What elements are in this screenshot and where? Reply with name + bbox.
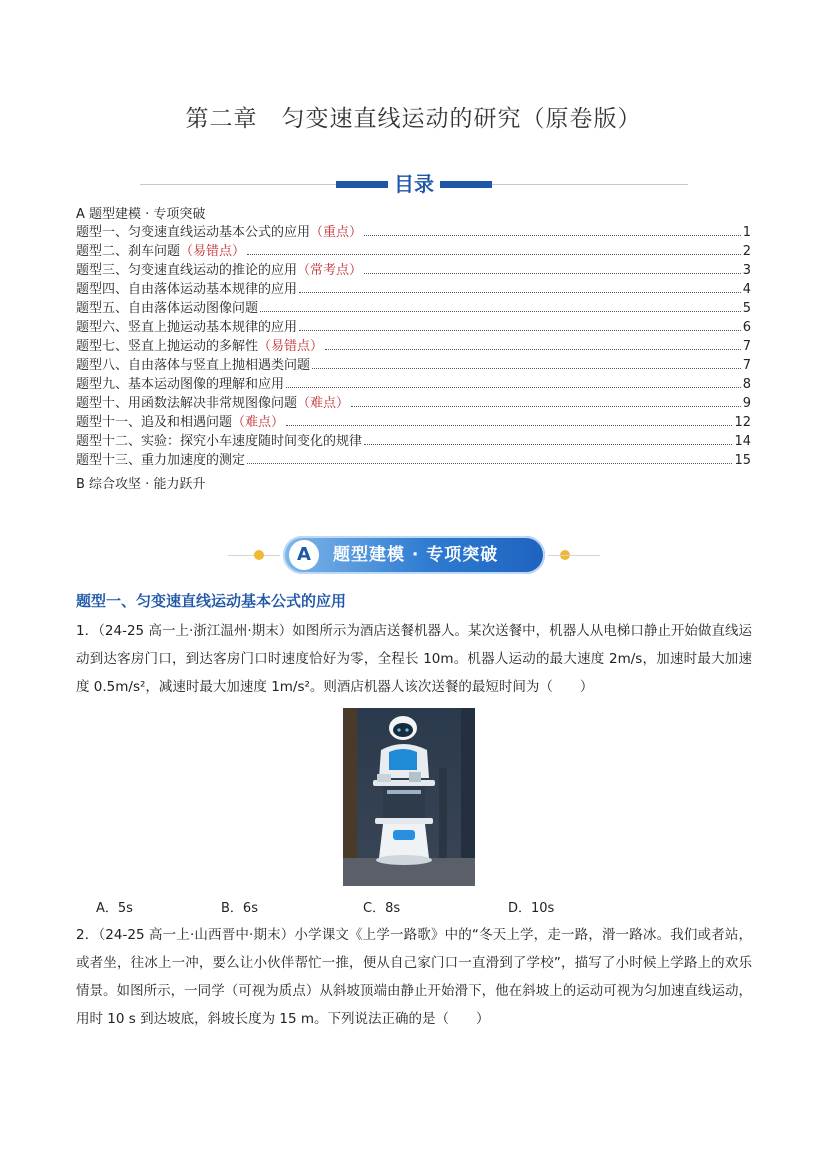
toc-dot-leader bbox=[364, 444, 732, 445]
toc-heading: 目录 bbox=[394, 172, 434, 196]
toc-item-tag: （重点） bbox=[310, 225, 363, 240]
toc-item-tag: （易错点） bbox=[258, 339, 324, 354]
toc-item-page: 12 bbox=[734, 415, 751, 430]
toc-item[interactable] bbox=[76, 335, 751, 354]
option-d[interactable]: D．10s bbox=[508, 901, 555, 916]
toc-item-title: 题型二、刹车问题 bbox=[76, 244, 181, 259]
toc-item[interactable] bbox=[76, 354, 751, 373]
toc-dot-leader bbox=[325, 349, 741, 350]
toc-item-tag: （难点） bbox=[232, 415, 285, 430]
toc-item[interactable] bbox=[76, 316, 751, 335]
toc-item-title: 题型五、自由落体运动图像问题 bbox=[76, 301, 259, 316]
toc-item-tag: （易错点） bbox=[180, 244, 246, 259]
toc-item[interactable] bbox=[76, 221, 751, 240]
toc-item[interactable] bbox=[76, 430, 751, 449]
toc-item-title: 题型十、用函数法解决非常规图像问题 bbox=[76, 396, 298, 411]
section-heading: 题型一、匀变速直线运动基本公式的应用 bbox=[76, 592, 347, 610]
toc-dot-leader bbox=[364, 235, 741, 236]
toc-item[interactable] bbox=[76, 297, 751, 316]
toc-item[interactable] bbox=[76, 411, 751, 430]
section-banner bbox=[283, 536, 545, 574]
toc-item-page: 15 bbox=[734, 453, 751, 468]
toc-section-b[interactable]: B 综合攻坚 · 能力跃升 bbox=[76, 477, 206, 492]
toc-item-title: 题型九、基本运动图像的理解和应用 bbox=[76, 377, 285, 392]
toc-item-title: 题型一、匀变速直线运动基本公式的应用 bbox=[76, 225, 311, 240]
toc-section-a[interactable]: A 题型建模 · 专项突破 bbox=[76, 207, 206, 222]
toc-item[interactable] bbox=[76, 373, 751, 392]
toc-dot-leader bbox=[247, 254, 741, 255]
toc-dot-leader bbox=[247, 463, 732, 464]
toc-item-tag: （难点） bbox=[297, 396, 350, 411]
toc-item-tag: （常考点） bbox=[297, 263, 363, 278]
toc-item-title: 题型十三、重力加速度的测定 bbox=[76, 453, 246, 468]
toc-item[interactable] bbox=[76, 240, 751, 259]
toc-dot-leader bbox=[351, 406, 741, 407]
toc-item-page: 3 bbox=[742, 263, 751, 278]
toc-item-page: 14 bbox=[734, 434, 751, 449]
toc-dot-leader bbox=[286, 425, 732, 426]
option-b[interactable]: B．6s bbox=[221, 901, 258, 916]
toc-dot-leader bbox=[286, 387, 741, 388]
toc-dot-leader bbox=[299, 330, 741, 331]
toc-rule-right bbox=[492, 184, 688, 185]
robot-photo bbox=[343, 708, 475, 886]
banner-letter-badge: A bbox=[289, 540, 319, 570]
toc-item-page: 8 bbox=[742, 377, 751, 392]
banner-text: 题型建模 · 专项突破 bbox=[333, 545, 499, 565]
toc-item-page: 4 bbox=[742, 282, 751, 297]
banner-dot-left bbox=[254, 550, 264, 560]
toc-item[interactable] bbox=[76, 259, 751, 278]
toc-item-page: 7 bbox=[742, 358, 751, 373]
toc-dot-leader bbox=[364, 273, 741, 274]
toc-item-page: 2 bbox=[742, 244, 751, 259]
toc-item-title: 题型十二、实验：探究小车速度随时间变化的规律 bbox=[76, 434, 363, 449]
question-1-text: 1．（24-25 高一上·浙江温州·期末）如图所示为酒店送餐机器人。某次送餐中，机器人从电梯口静止开始做直线运动到达客房门口，到达客房门口时速度恰好为零，全程长 10m。机器人运动的最大速度 2m/s，加速时最大加速度 0.5m/s²，减速时最大加速度 1m/s²。则酒店机器人该次送餐的最短时间为（ ） bbox=[76, 623, 752, 695]
toc-dot-leader bbox=[299, 292, 741, 293]
toc-item-title: 题型七、竖直上抛运动的多解性 bbox=[76, 339, 259, 354]
toc-rule-left bbox=[140, 184, 336, 185]
toc-item-title: 题型十一、追及和相遇问题 bbox=[76, 415, 233, 430]
page-title: 第二章 匀变速直线运动的研究（原卷版） bbox=[185, 106, 642, 132]
toc-item-page: 7 bbox=[742, 339, 751, 354]
toc-item[interactable] bbox=[76, 449, 751, 468]
robot-illustration bbox=[343, 708, 475, 886]
toc-dot-leader bbox=[260, 311, 741, 312]
banner-line-right bbox=[548, 555, 600, 556]
option-c[interactable]: C．8s bbox=[363, 901, 401, 916]
toc-item-page: 5 bbox=[742, 301, 751, 316]
toc-item-title: 题型六、竖直上抛运动基本规律的应用 bbox=[76, 320, 298, 335]
toc-item-title: 题型四、自由落体运动基本规律的应用 bbox=[76, 282, 298, 297]
toc-item-page: 6 bbox=[742, 320, 751, 335]
toc-list bbox=[76, 221, 751, 468]
toc-item-page: 1 bbox=[742, 225, 751, 240]
toc-item-title: 题型八、自由落体与竖直上抛相遇类问题 bbox=[76, 358, 311, 373]
toc-dot-leader bbox=[312, 368, 741, 369]
option-a[interactable]: A．5s bbox=[96, 901, 133, 916]
toc-item-title: 题型三、匀变速直线运动的推论的应用 bbox=[76, 263, 298, 278]
toc-item[interactable] bbox=[76, 278, 751, 297]
toc-bar-left bbox=[336, 181, 388, 188]
toc-bar-right bbox=[440, 181, 492, 188]
toc-item[interactable] bbox=[76, 392, 751, 411]
toc-item-page: 9 bbox=[742, 396, 751, 411]
question-2-text: 2．（24-25 高一上·山西晋中·期末）小学课文《上学一路歌》中的“冬天上学，走一路，滑一路冰。我们或者站，或者坐，往冰上一冲，要么让小伙伴帮忙一推，便从自己家门口一直滑到了学校”，描写了小时候上学路上的欢乐情景。如图所示，一同学（可视为质点）从斜坡顶端由静止开始滑下，他在斜坡上的运动可视为匀加速直线运动，用时 10 s 到达坡底，斜坡长度为 15 m。下列说法正确的是（ ） bbox=[76, 927, 752, 1027]
